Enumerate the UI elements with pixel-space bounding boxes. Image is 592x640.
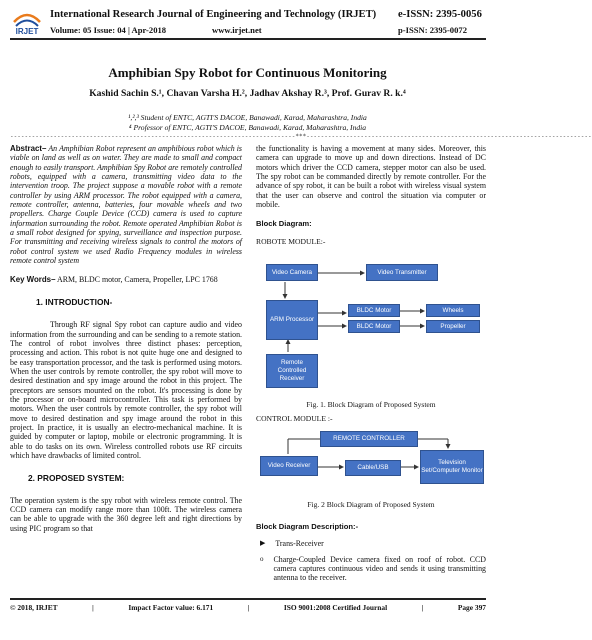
propeller-block: Propeller [426,320,480,333]
fig2-caption: Fig. 2 Block Diagram of Proposed System [307,500,435,509]
page-footer [10,598,486,612]
footer-divider: | [247,603,250,612]
logo-text: IRJET [15,27,39,36]
footer-divider: | [421,603,424,612]
video-transmitter-block: Video Transmitter [366,264,438,281]
block-desc-section [256,522,486,583]
section-separator: -------------------------------------------------------------------------------***------------------------------------------------------------------------------- [10,133,592,140]
remote-controller-block: REMOTE CONTROLLER [320,431,418,447]
continued-text: the functionality is having a movement at many sides. Moreover, this camera can upgrade to move up and down directions. Instead of DC motors which driver the CCD camera, stepper motor can also be used. The spy robot can be commanded directly by remote controller. For the advance of spy robot, it can be built a robot with wireless visual system that the user can observe and control the situation via computer or mobile. [256,144,486,210]
paper-authors: Kashid Sachin S.¹, Chavan Varsha H.², Jadhav Akshay R.³, Prof. Gurav R. k.⁴ [89,88,406,99]
journal-name: International Research Journal of Engineering and Technology (IRJET) [50,9,377,20]
footer-divider: | [92,603,94,612]
left-column [10,144,242,533]
right-column-text [256,144,486,246]
eissn: e-ISSN: 2395-0056 [398,9,482,20]
wheels-block: Wheels [426,304,480,317]
affiliation-professor: ⁴ Professor of ENTC, AGTI'S DACOE, Banawadi, Karad, Maharashtra, India [128,123,367,132]
copyright: © 2018, IRJET [10,603,58,612]
impact-factor: Impact Factor value: 6.171 [128,603,214,612]
proposed-text: The operation system is the spy robot with wireless remote control. The CCD camera can modify range more than 100ft. The wireless camera can be able to upgrade with the 360 degree left and right directions by using PIC program so that [10,495,242,533]
keywords-label: Key Words– [10,275,56,285]
affiliation-students: ¹,²,³ Student of ENTC, AGTI'S DACOE, Banawadi, Karad, Maharashtra, India [128,113,367,122]
bullet1-text: Trans-Receiver [275,539,324,549]
keywords-text: ARM, BLDC motor, Camera, Propeller, LPC 1768 [57,275,218,285]
bldc-motor-2-block: BLDC Motor [348,320,400,333]
figure-2-block-diagram [258,426,486,494]
volume-issue: Volume: 05 Issue: 04 | Apr-2018 [50,25,167,35]
tv-monitor-block: Television Set/Computer Monitor [420,450,484,484]
intro-text: Through RF signal Spy robot can capture audio and video information from the surrounding and can be sending to a remote station. The control of robot involves three distinct phases: perception, processing and action. This robot is not quite huge one and designed to be easy transportation processor, and the task is performed using motors. When the user controls by remote controller, the spy robot will move to desired destination and spy image around the robot in this project. The preceptors are sensors mounted on the robot. It's processing is done by the processor or on-board microcontroller. This task is performed by motors. When the user controls by remote controller, the spy robot will move to desired destination and spy image around the robot in this project. In practice, it is usually an electro-mechanical machine. It is guided by computer or laptop, mobile or electronic programming. It is able to do tasks on its own. Wireless controlled robots use RF circuits which have drawbacks of limited control. [10,320,242,460]
header-rule [10,38,486,40]
remote-receiver-block: Remote Controlled Receiver [266,354,318,388]
abstract-label: Abstract– [10,144,47,153]
journal-header [6,4,490,40]
arrow-bullet-icon: ▶ [260,539,266,548]
list-item [260,539,486,548]
control-module-label: CONTROL MODULE :- [256,414,333,423]
keywords [10,275,242,284]
paper-title: Amphibian Spy Robot for Continuous Monitoring [108,65,387,80]
bullet2-text: Charge-Coupled Device camera fixed on roof of robot. CCD camera captures continuous video and sends it using transmitting antenna to the receiver. [273,554,486,583]
robot-module-label: ROBOTE MODULE:- [256,236,326,246]
desc-list [256,539,486,582]
cable-usb-block: Cable/USB [345,460,401,476]
iso-certification: ISO 9001:2008 Certified Journal [283,603,388,612]
desc-heading: Block Diagram Description:- [256,522,359,531]
arm-processor-block: ARM Processor [266,300,318,340]
video-camera-block: Video Camera [266,264,318,281]
website-link[interactable]: www.irjet.net [212,25,262,35]
bldc-motor-1-block: BLDC Motor [348,304,400,317]
fig1-caption: Fig. 1. Block Diagram of Proposed System [306,400,436,409]
proposed-heading: 2. PROPOSED SYSTEM: [28,473,125,484]
list-item [260,555,486,583]
intro-heading: 1. INTRODUCTION- [36,296,113,307]
pissn: p-ISSN: 2395-0072 [398,25,467,35]
video-receiver-block: Video Receiver [260,456,318,476]
page-number: Page 397 [457,603,486,612]
circle-bullet-icon: o [260,554,264,563]
irjet-logo [12,10,42,36]
abstract-text: An Amphibian Robot represent an amphibious robot which is viable on land as well as on water. They are made to small and compact enough to easily transport. Amphibian Spy Robot are remotely controlled robots, equipped with a camera, transmitting video data to the intervention troop. The project suppose a movable robot with a remote controller by using ARM processor. The robot equipped with a camera, remote controller, antenna, batteries, four movable wheels and two propellers. Charge Couple Device (CCD) camera is used to capture information surrounding the robot. Remote operated Amphibian Robot is a small robot designed for spying, surveillance and inspection purpose. For transmitting and receiving wireless signals to control the motors of robot control system we used Radio Frequency modules in wireless remote control system [10,144,242,266]
block-diagram-heading: Block Diagram: [256,219,312,229]
abstract [10,144,242,265]
figure-1-block-diagram [258,256,486,398]
